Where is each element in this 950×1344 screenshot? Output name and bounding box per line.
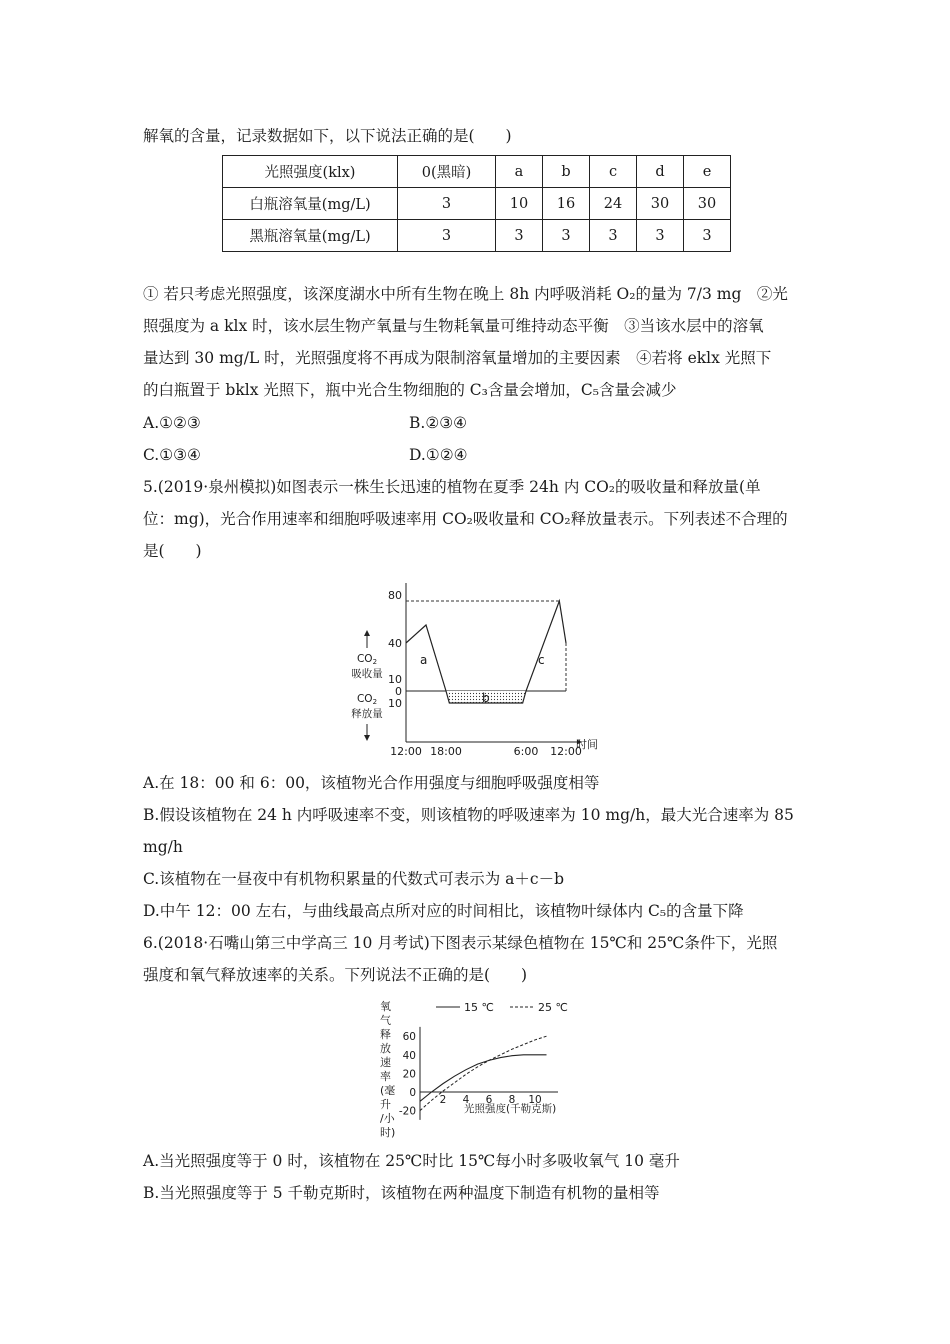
x-tick-label: 18:00 bbox=[430, 745, 462, 758]
table-cell: b bbox=[543, 156, 590, 188]
region-label-b: b bbox=[482, 691, 490, 705]
y-axis-label-char: 气 bbox=[380, 1014, 391, 1027]
intro-text: 解氧的含量，记录数据如下，以下说法正确的是( ) bbox=[143, 127, 512, 145]
legend-15c-label: 15 ℃ bbox=[464, 1001, 494, 1014]
x-tick-label: 12:00 bbox=[390, 745, 422, 758]
q5-option-c: C.该植物在一昼夜中有机物积累量的代数式可表示为 a＋c－b bbox=[143, 870, 565, 888]
table-cell: 黑瓶溶氧量(mg/L) bbox=[223, 220, 398, 252]
x-tick-label: 6 bbox=[485, 1094, 493, 1106]
table-cell: 24 bbox=[590, 188, 637, 220]
q5-option-b-cont: mg/h bbox=[143, 838, 183, 856]
table-cell: 30 bbox=[684, 188, 731, 220]
q6-option-a: A.当光照强度等于 0 时，该植物在 25℃时比 15℃每小时多吸收氧气 10 毫升 bbox=[143, 1152, 680, 1170]
y-axis-label-char: 升 bbox=[380, 1098, 391, 1111]
table-row bbox=[223, 220, 731, 252]
y-axis-label-char: 释 bbox=[380, 1028, 391, 1041]
y-axis-label-char: (毫 bbox=[380, 1084, 396, 1097]
y-tick-label: 40 bbox=[388, 637, 402, 650]
y-tick-label: 0 bbox=[395, 685, 402, 698]
table-cell: 30 bbox=[637, 188, 684, 220]
table-cell: 光照强度(klx) bbox=[223, 156, 398, 188]
x-axis-label: 时间 bbox=[576, 738, 598, 751]
x-tick-label: 8 bbox=[508, 1094, 516, 1106]
table-cell: 3 bbox=[398, 188, 496, 220]
x-axis-label: 光照强度(千勒克斯) bbox=[464, 1103, 557, 1115]
y-tick-label: 60 bbox=[402, 1031, 416, 1044]
table-cell: 16 bbox=[543, 188, 590, 220]
table-cell: 3 bbox=[496, 220, 543, 252]
table-cell: c bbox=[590, 156, 637, 188]
co2-24h-chart bbox=[340, 578, 610, 760]
table-cell: 3 bbox=[398, 220, 496, 252]
y-label-bottom-line1: CO2 bbox=[356, 693, 378, 706]
y-axis-label-char: 放 bbox=[380, 1042, 391, 1055]
y-tick-label: 40 bbox=[402, 1049, 416, 1062]
q6-stem-line: 6.(2018·石嘴山第三中学高三 10 月考试)下图表示某绿色植物在 15℃和 25℃条件下，光照 bbox=[143, 934, 778, 952]
y-label-top-line1: CO2 bbox=[356, 653, 378, 666]
y-tick-label: 80 bbox=[388, 589, 402, 602]
table-cell: 3 bbox=[637, 220, 684, 252]
q6-stem-line: 强度和氧气释放速率的关系。下列说法不正确的是( ) bbox=[143, 966, 528, 984]
q4-statement-line: ① 若只考虑光照强度，该深度湖水中所有生物在晚上 8h 内呼吸消耗 O₂的量为 7/3 mg ②光 bbox=[143, 285, 788, 303]
down-arrow-head-icon bbox=[364, 735, 370, 741]
table-cell: 3 bbox=[590, 220, 637, 252]
q4-option-b: B.②③④ bbox=[409, 414, 468, 432]
q5-stem-line: 位：mg)，光合作用速率和细胞呼吸速率用 CO₂吸收量和 CO₂释放量表示。下列表述不合理的 bbox=[143, 510, 788, 528]
q5-stem-line: 5.(2019·泉州模拟)如图表示一株生长迅速的植物在夏季 24h 内 CO₂的吸收量和释放量(单 bbox=[143, 478, 761, 496]
q5-option-d: D.中午 12：00 左右，与曲线最高点所对应的时间相比，该植物叶绿体内 C₅的含量下降 bbox=[143, 902, 744, 920]
table-cell: 3 bbox=[543, 220, 590, 252]
region-label-c: c bbox=[538, 653, 545, 667]
oxygen-release-chart bbox=[374, 996, 594, 1140]
q5-option-a: A.在 18：00 和 6：00，该植物光合作用强度与细胞呼吸强度相等 bbox=[143, 774, 600, 792]
x-tick-label: 10 bbox=[528, 1094, 542, 1106]
y-axis-label-char: /小 bbox=[380, 1112, 395, 1125]
x-tick-label: 4 bbox=[462, 1094, 470, 1106]
oxygen-data-table bbox=[222, 155, 731, 252]
y-axis-label-char: 速 bbox=[380, 1056, 391, 1069]
table-cell: e bbox=[684, 156, 731, 188]
table-cell: d bbox=[637, 156, 684, 188]
y-axis-label-char: 氧 bbox=[380, 1000, 391, 1013]
y-tick-label: 10 bbox=[388, 697, 402, 710]
y-tick-label: -20 bbox=[398, 1105, 416, 1118]
q4-option-c: C.①③④ bbox=[143, 446, 201, 464]
y-label-bottom-line2: 释放量 bbox=[351, 708, 383, 720]
x-tick-label: 2 bbox=[439, 1094, 447, 1106]
q4-statement-line: 量达到 30 mg/L 时，光照强度将不再成为限制溶氧量增加的主要因素 ④若将 eklx 光照下 bbox=[143, 349, 772, 367]
up-arrow-head-icon bbox=[364, 630, 370, 636]
y-axis-label-char: 率 bbox=[380, 1070, 391, 1083]
q4-option-d: D.①②④ bbox=[409, 446, 468, 464]
q5-stem-line: 是( ) bbox=[143, 542, 202, 560]
y-tick-label: 20 bbox=[402, 1068, 416, 1081]
q5-option-b: B.假设该植物在 24 h 内呼吸速率不变，则该植物的呼吸速率为 10 mg/h，最大光合速率为 85 bbox=[143, 806, 794, 824]
q4-option-a: A.①②③ bbox=[143, 414, 201, 432]
q6-option-b: B.当光照强度等于 5 千勒克斯时，该植物在两种温度下制造有机物的量相等 bbox=[143, 1184, 660, 1202]
x-tick-label: 12:00 bbox=[550, 745, 582, 758]
q4-statement-line: 的白瓶置于 bklx 光照下，瓶中光合生物细胞的 C₃含量会增加，C₅含量会减少 bbox=[143, 381, 677, 399]
y-axis-label-char: 时) bbox=[380, 1126, 396, 1139]
y-tick-label: 0 bbox=[409, 1087, 416, 1099]
y-label-top-line2: 吸收量 bbox=[351, 668, 383, 680]
q4-statement-line: 照强度为 a klx 时，该水层生物产氧量与生物耗氧量可维持动态平衡 ③当该水层中的溶氧 bbox=[143, 317, 764, 335]
table-cell: 10 bbox=[496, 188, 543, 220]
region-label-a: a bbox=[420, 653, 428, 667]
co2-curve bbox=[406, 601, 566, 703]
table-cell: 白瓶溶氧量(mg/L) bbox=[223, 188, 398, 220]
table-cell: 3 bbox=[684, 220, 731, 252]
x-tick-label: 6:00 bbox=[513, 745, 539, 758]
table-cell: a bbox=[496, 156, 543, 188]
table-row bbox=[223, 188, 731, 220]
table-cell: 0(黑暗) bbox=[398, 156, 496, 188]
legend-25c-label: 25 ℃ bbox=[538, 1001, 568, 1014]
table-header-row bbox=[223, 156, 731, 188]
y-tick-label: 10 bbox=[388, 673, 402, 686]
